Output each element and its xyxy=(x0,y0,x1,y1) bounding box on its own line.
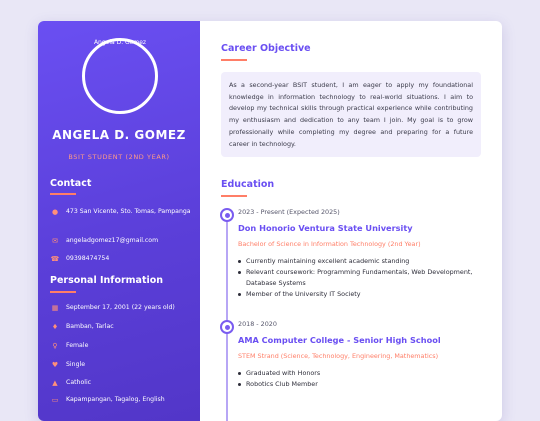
objective-text: As a second-year BSIT student, I am eager to apply my foundational knowledge in information technology to real-world situations. I aim to develop my technical skills through practical experience while contributing my enthusiasm and dedication to any team I join. My goal is to grow professionally while completing my degree and preparing for a future career in technology. xyxy=(221,72,481,157)
language-icon: ▭ xyxy=(51,396,59,404)
education-bullets xyxy=(238,256,488,300)
personal-languages-text: Kapampangan, Tagalog, English xyxy=(66,396,165,403)
heart-icon: ♥ xyxy=(51,361,59,369)
list-item: Graduated with Honors xyxy=(238,368,488,379)
contact-item-email[interactable] xyxy=(50,236,192,246)
calendar-icon: ▦ xyxy=(51,304,59,312)
education-bullets xyxy=(238,368,488,390)
personal-heading-rule xyxy=(50,291,76,293)
contact-item-address xyxy=(50,207,192,217)
personal-item-languages xyxy=(50,395,192,405)
female-icon: ♀ xyxy=(52,342,58,350)
objective-heading: Career Objective xyxy=(221,43,311,54)
contact-phone-text[interactable]: 09398474754 xyxy=(66,255,110,262)
email-icon: ✉ xyxy=(52,237,58,245)
education-degree: STEM Strand (Science, Technology, Engineering, Mathematics) xyxy=(238,352,439,360)
profile-role: BSIT STUDENT (2ND YEAR) xyxy=(68,153,170,161)
timeline-dot xyxy=(220,208,234,222)
contact-item-phone[interactable] xyxy=(50,254,192,264)
education-date: 2023 - Present (Expected 2025) xyxy=(238,208,340,216)
personal-item-religion xyxy=(50,378,192,388)
education-degree: Bachelor of Science in Information Technology (2nd Year) xyxy=(238,240,421,248)
timeline-dot xyxy=(220,320,234,334)
education-date: 2018 - 2020 xyxy=(238,320,277,328)
profile-photo xyxy=(82,38,158,114)
resume-card xyxy=(38,21,502,421)
education-school: Don Honorio Ventura State University xyxy=(238,223,413,233)
personal-gender-text: Female xyxy=(66,342,89,349)
contact-email-text[interactable]: angeladgomez17@gmail.com xyxy=(66,237,159,244)
profile-photo-alt-text: Angela D. Gomez xyxy=(93,39,147,46)
list-item: Robotics Club Member xyxy=(238,379,488,390)
education-heading-rule xyxy=(221,195,247,197)
list-item: Currently maintaining excellent academic standing xyxy=(238,256,488,267)
list-item: Relevant coursework: Programming Fundamentals, Web Development, Database Systems xyxy=(238,267,488,289)
profile-name: ANGELA D. GOMEZ xyxy=(52,128,186,142)
church-icon: ▲ xyxy=(52,379,58,387)
contact-heading-rule xyxy=(50,193,76,195)
personal-item-birthday xyxy=(50,303,192,313)
personal-religion-text: Catholic xyxy=(66,379,92,386)
map-marker-icon: ♦ xyxy=(51,323,59,331)
phone-icon: ☎ xyxy=(50,255,60,263)
location-pin-icon: ● xyxy=(51,208,59,216)
education-timeline xyxy=(226,214,228,421)
personal-item-status xyxy=(50,360,192,370)
sidebar xyxy=(38,21,200,421)
list-item: Member of the University IT Society xyxy=(238,289,488,300)
education-heading: Education xyxy=(221,179,275,190)
contact-heading: Contact xyxy=(50,178,92,189)
personal-status-text: Single xyxy=(66,361,86,368)
personal-birthday-text: September 17, 2001 (22 years old) xyxy=(66,304,175,311)
main-content xyxy=(200,21,502,421)
personal-item-gender xyxy=(50,341,192,351)
education-school: AMA Computer College - Senior High School xyxy=(238,335,441,345)
personal-birthplace-text: Bamban, Tarlac xyxy=(66,323,114,330)
personal-item-birthplace xyxy=(50,322,192,332)
personal-heading: Personal Information xyxy=(50,275,164,286)
objective-heading-rule xyxy=(221,59,247,61)
contact-address-text: 473 San Vicente, Sto. Tomas, Pampanga xyxy=(66,208,191,215)
